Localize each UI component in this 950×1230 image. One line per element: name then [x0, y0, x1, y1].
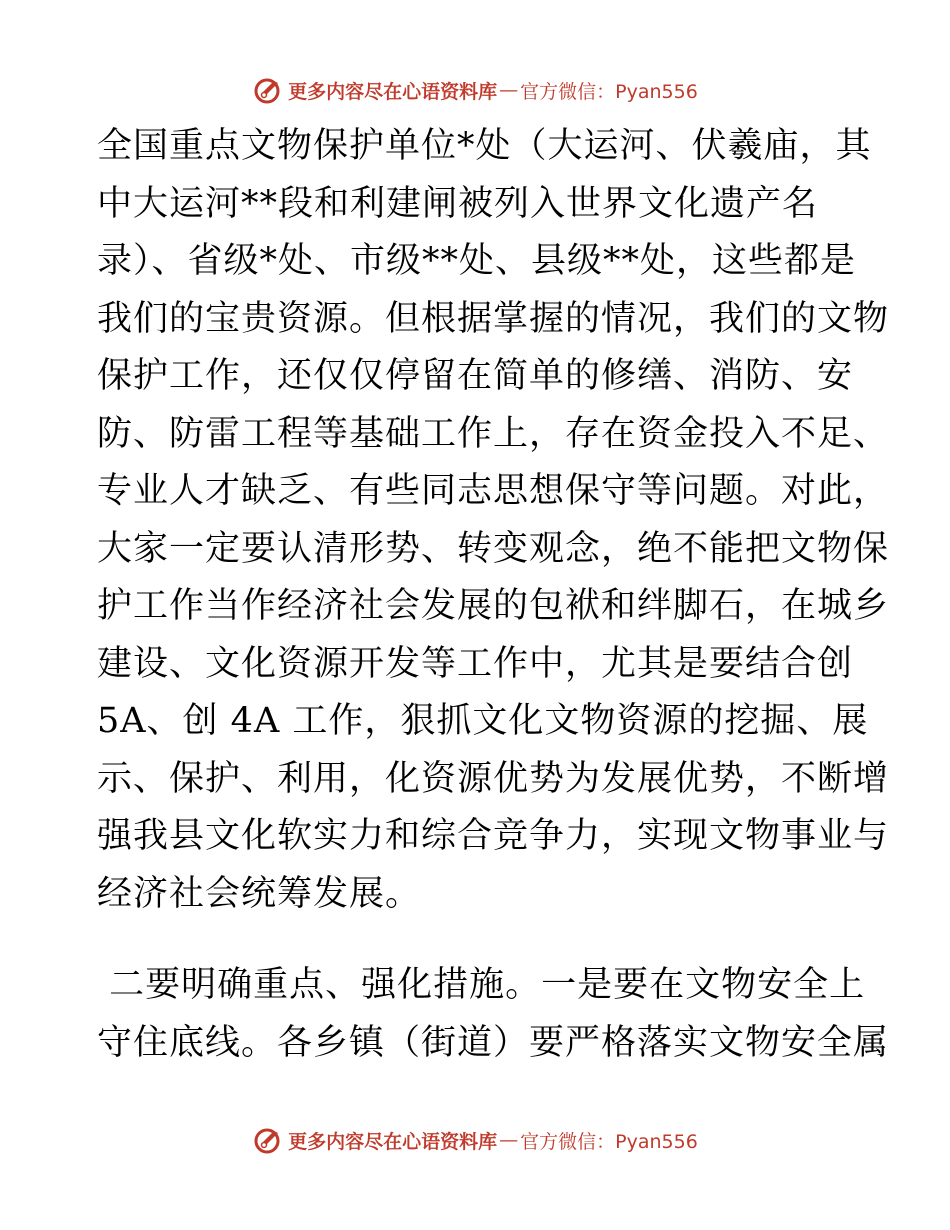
brush-circle-logo-icon: [252, 1124, 284, 1156]
text-line: 护工作当作经济社会发展的包袱和绊脚石，在城乡: [97, 586, 890, 626]
text-line: 专业人才缺乏、有些同志思想保守等问题。对此，: [97, 471, 890, 511]
text-line: 建设、文化资源开发等工作中，尤其是要结合创: [97, 643, 854, 684]
text-line: 守住底线。各乡镇（街道）要严格落实文物安全属: [97, 1022, 890, 1063]
banner-site-name: 更多内容尽在心语资料库: [288, 80, 498, 103]
text-line: 二要明确重点、强化措施。一是要在文物安全上: [97, 965, 866, 1005]
text-line: 我们的宝贵资源。但根据掌握的情况，我们的文物: [97, 298, 890, 339]
footer-banner: [0, 1120, 950, 1160]
text-line: 中大运河**段和利建闸被列入世界文化遗产名: [97, 183, 819, 224]
text-line: 示、保护、利用，化资源优势为发展优势，不断增: [97, 758, 890, 799]
text-line: 录）、省级*处、市级**处、县级**处，这些都是: [97, 241, 857, 281]
text-line: 全国重点文物保护单位*处（大运河、伏羲庙，其: [97, 126, 872, 166]
banner-wechat: 官方微信：Pyan556: [520, 1130, 698, 1153]
text-line: 5A、创 4A 工作，狠抓文化文物资源的挖掘、展: [97, 701, 869, 741]
text-line: 保护工作，还仅仅停留在简单的修缮、消防、安: [97, 356, 854, 396]
text-line: 大家一定要认清形势、转变观念，绝不能把文物保: [97, 528, 890, 569]
paragraph-gap: [97, 923, 867, 957]
text-line: 经济社会统筹发展。: [97, 873, 422, 914]
brush-circle-logo-icon: [252, 74, 284, 106]
banner-site-name: 更多内容尽在心语资料库: [288, 1130, 498, 1153]
document-body: [97, 118, 890, 1072]
banner-dash: —: [499, 1129, 519, 1151]
text-line: 防、防雷工程等基础工作上，存在资金投入不足、: [97, 413, 890, 454]
header-banner: [0, 70, 950, 110]
banner-dash: —: [499, 79, 519, 101]
banner-wechat: 官方微信：Pyan556: [520, 80, 698, 103]
text-line: 强我县文化软实力和综合竞争力，实现文物事业与: [97, 816, 890, 856]
